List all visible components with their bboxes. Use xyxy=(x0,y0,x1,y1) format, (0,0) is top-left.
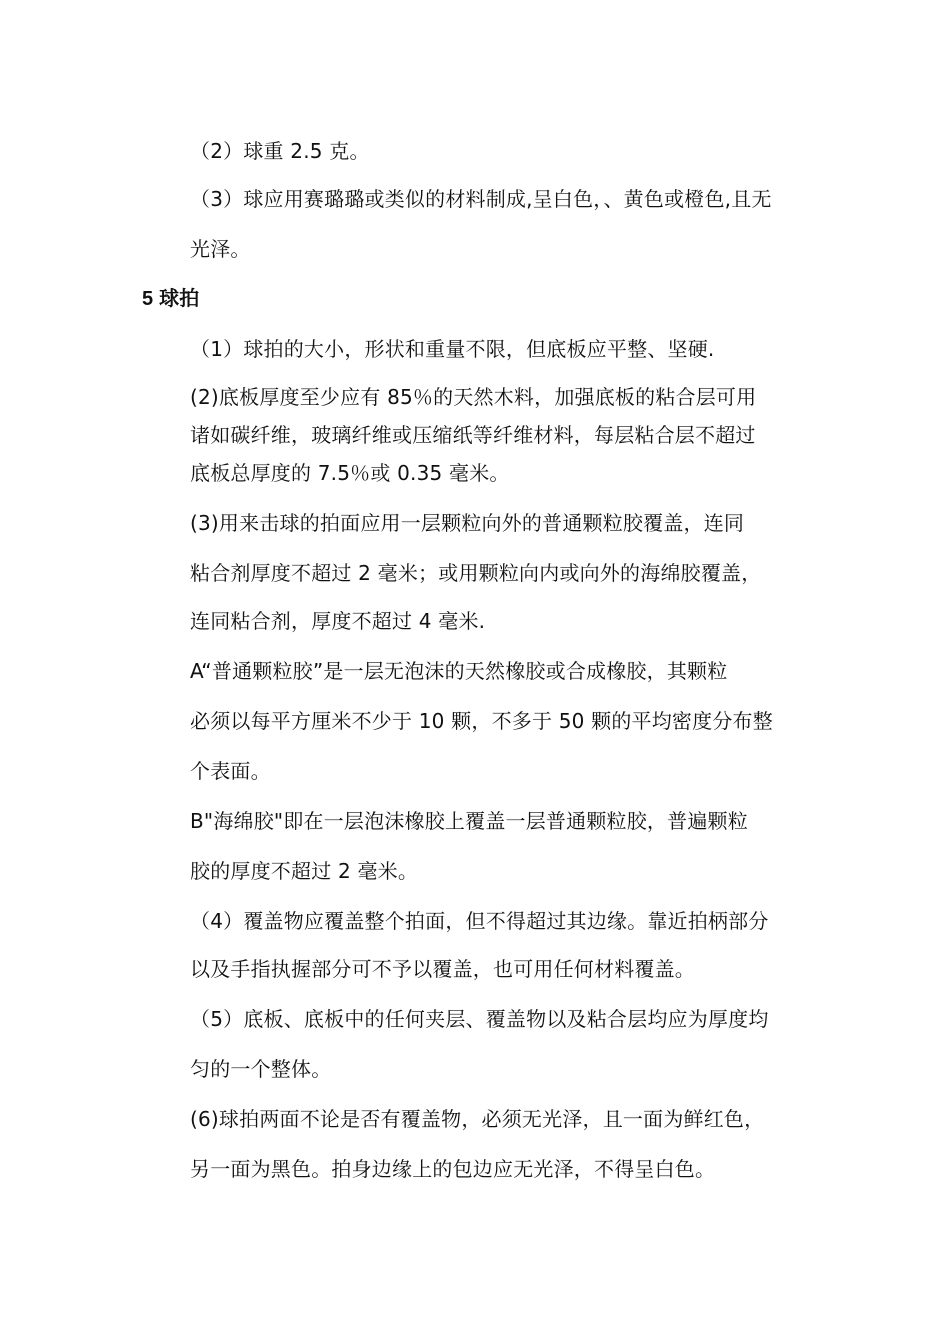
text-line: （1）球拍的大小，形状和重量不限，但底板应平整、坚硬. xyxy=(190,337,715,361)
text-line: 粘合剂厚度不超过 2 毫米；或用颗粒向内或向外的海绵胶覆盖， xyxy=(190,561,762,585)
text-line: 底板总厚度的 7.5％或 0.35 毫米。 xyxy=(190,461,510,485)
text-line: A“普通颗粒胶”是一层无泡沫的天然橡胶或合成橡胶，其颗粒 xyxy=(190,659,728,683)
text-line: (6)球拍两面不论是否有覆盖物，必须无光泽，且一面为鲜红色， xyxy=(190,1107,765,1131)
text-line: 匀的一个整体。 xyxy=(190,1057,332,1081)
text-line: 个表面。 xyxy=(190,759,271,783)
text-line: 以及手指执握部分可不予以覆盖，也可用任何材料覆盖。 xyxy=(190,957,695,981)
text-line: （5）底板、底板中的任何夹层、覆盖物以及粘合层均应为厚度均 xyxy=(190,1007,769,1031)
text-line: （3）球应用赛璐璐或类似的材料制成,呈白色，、黄色或橙色,且无 xyxy=(190,187,772,211)
text-line: 必须以每平方厘米不少于 10 颗，不多于 50 颗的平均密度分布整 xyxy=(190,709,773,733)
text-line: (3)用来击球的拍面应用一层颗粒向外的普通颗粒胶覆盖，连同 xyxy=(190,511,745,535)
section-heading: 5 球拍 xyxy=(142,288,200,310)
text-line: B"海绵胶"即在一层泡沫橡胶上覆盖一层普通颗粒胶，普遍颗粒 xyxy=(190,809,748,833)
text-line: 连同粘合剂，厚度不超过 4 毫米. xyxy=(190,609,486,633)
text-line: (2)底板厚度至少应有 85％的天然木料，加强底板的粘合层可用 xyxy=(190,385,757,409)
text-line: 胶的厚度不超过 2 毫米。 xyxy=(190,859,419,883)
text-line: 诸如碳纤维，玻璃纤维或压缩纸等纤维材料，每层粘合层不超过 xyxy=(190,423,756,447)
text-line: （4）覆盖物应覆盖整个拍面，但不得超过其边缘。靠近拍柄部分 xyxy=(190,909,769,933)
text-line: 光泽。 xyxy=(190,237,251,261)
text-line: 另一面为黑色。拍身边缘上的包边应无光泽，不得呈白色。 xyxy=(190,1157,716,1181)
text-line: （2）球重 2.5 克。 xyxy=(190,139,370,163)
